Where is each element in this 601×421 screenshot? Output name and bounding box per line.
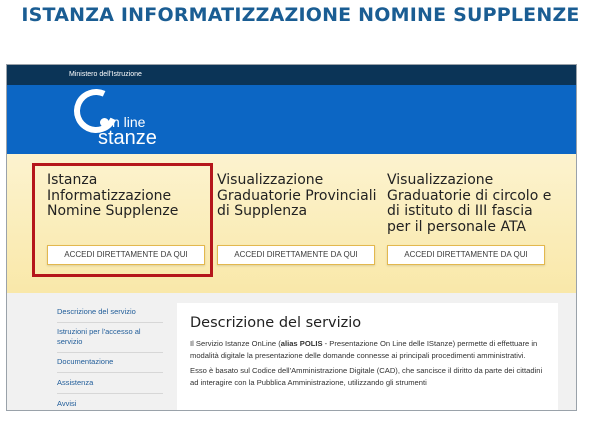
lower-section [7, 293, 576, 411]
card-title: Visualizzazione Graduatorie Provinciali di Supplenza [217, 172, 377, 219]
highlight-box [32, 163, 213, 277]
service-cards [7, 154, 576, 293]
card-title: Istanza Informatizzazione Nomine Supplenze [47, 172, 179, 219]
accedi-button-nomine[interactable]: ACCEDI DIRETTAMENTE DA QUI [47, 245, 205, 265]
sidebar-divider [57, 372, 163, 373]
sidebar-item-assistenza[interactable]: Assistenza [57, 378, 94, 387]
page-title: ISTANZA INFORMATIZZAZIONE NOMINE SUPPLENZE [21, 4, 580, 26]
sidebar-item-descrizione[interactable]: Descrizione del servizio [57, 307, 136, 316]
sidebar-divider [57, 393, 163, 394]
logo-text-istanze: stanze [98, 127, 157, 149]
accedi-button-graduatorie-provinciali[interactable]: ACCEDI DIRETTAMENTE DA QUI [217, 245, 375, 265]
accedi-button-graduatorie-ata[interactable]: ACCEDI DIRETTAMENTE DA QUI [387, 245, 545, 265]
screenshot-frame [6, 64, 577, 411]
description-paragraph-2: Esso è basato sul Codice dell'Amministrazione Digitale (CAD), che sancisce il diritto da parte dei cittadini ad interagire con la Pubblica Amministrazione, utilizzando gli strumenti [190, 366, 543, 387]
sidebar-divider [57, 352, 163, 353]
section-heading: Descrizione del servizio [190, 315, 362, 331]
header-banner [7, 85, 576, 154]
logo-dot-icon [100, 118, 109, 127]
content-panel [177, 303, 558, 411]
sidebar-item-documentazione[interactable]: Documentazione [57, 357, 114, 366]
description-paragraph-1: Il Servizio Istanze OnLine (alias POLIS - Presentazione On Line delle IStanze) permette di effettuare in modalità digitale la presentazione delle domande connesse ai principali procedimenti amministrativi. [190, 339, 538, 360]
sidebar-item-avvisi[interactable]: Avvisi [57, 399, 77, 408]
card-graduatorie-provinciali [217, 173, 382, 220]
ministry-bar [7, 65, 576, 85]
card-title: Visualizzazione Graduatorie di circolo e di istituto di III fascia per il personale ATA [387, 172, 552, 235]
sidebar-item-istruzioni[interactable]: Istruzioni per l'accesso al servizio [57, 327, 141, 346]
logo-text-online: n line [112, 114, 146, 130]
ministry-label: Ministero dell'Istruzione [69, 71, 142, 78]
card-graduatorie-ata [387, 173, 557, 235]
sidebar-divider [57, 322, 163, 323]
